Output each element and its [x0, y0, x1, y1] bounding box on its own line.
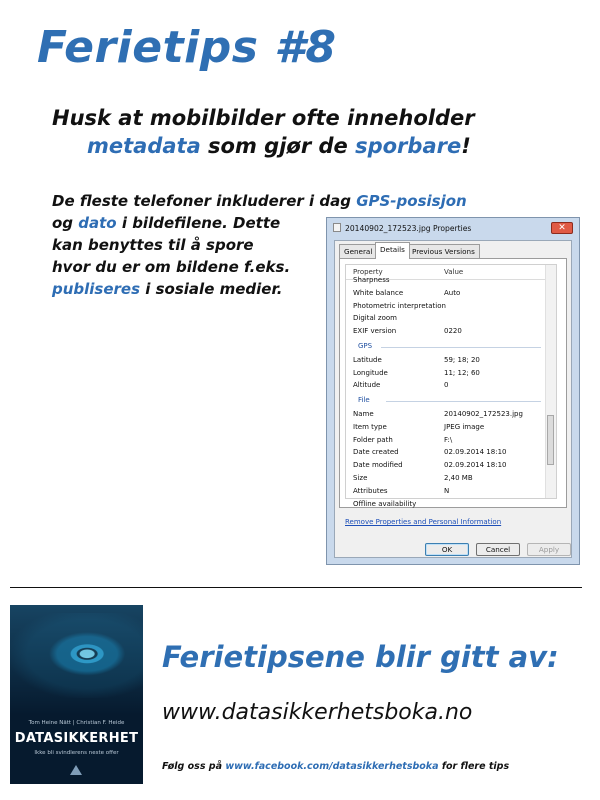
book-authors: Tom Heine Nätt | Christian F. Heide — [28, 720, 125, 726]
body-text-segment: og — [52, 214, 79, 232]
scrollbar-thumb[interactable] — [547, 415, 554, 465]
property-row[interactable] — [353, 355, 480, 364]
body-text-segment: i sosiale medier. — [140, 280, 283, 298]
remove-properties-link[interactable]: Remove Properties and Personal Information — [345, 518, 502, 526]
property-name: Digital zoom — [353, 314, 397, 323]
ok-button[interactable]: OK — [425, 543, 469, 556]
tab-details[interactable]: Details — [375, 242, 410, 259]
property-name: Longitude — [353, 368, 388, 377]
body-line-3: kan benyttes til å spore — [52, 236, 254, 254]
property-name: Offline availability — [353, 499, 417, 508]
property-row[interactable] — [353, 276, 390, 284]
property-name: Item type — [353, 422, 387, 431]
highlight-dato: dato — [78, 214, 117, 232]
property-value: 11; 12; 60 — [444, 368, 480, 377]
headline-line-1: Husk at mobilbilder ofte inneholder — [52, 106, 475, 130]
property-value: 0220 — [444, 327, 462, 336]
follow-prefix: Følg oss på — [162, 761, 226, 772]
property-row[interactable] — [353, 486, 450, 495]
close-button[interactable]: ✕ — [551, 222, 573, 234]
body-line-4: hvor du er om bildene f.eks. — [52, 258, 291, 276]
dialog-body — [334, 240, 572, 558]
property-row[interactable] — [353, 327, 462, 336]
property-value: N — [444, 486, 450, 495]
property-value: 2,40 MB — [444, 474, 473, 482]
cancel-button[interactable]: Cancel — [476, 543, 520, 556]
apply-button[interactable]: Apply — [527, 543, 571, 556]
body-text-segment: i bildefilene. Dette — [116, 214, 281, 232]
headline — [52, 104, 475, 160]
property-value: 20140902_172523.jpg — [444, 410, 523, 418]
property-value: 59; 18; 20 — [444, 355, 480, 364]
property-name: Sharpness — [353, 276, 390, 284]
properties-dialog — [326, 217, 580, 565]
property-name: Date modified — [353, 461, 403, 470]
property-row[interactable] — [353, 314, 397, 322]
property-name: Folder path — [353, 435, 393, 444]
group-gps[interactable]: GPS — [358, 342, 373, 350]
property-name: EXIF version — [353, 327, 397, 336]
scrollbar[interactable] — [545, 265, 556, 498]
column-property[interactable]: Property — [353, 268, 383, 276]
property-row[interactable] — [353, 461, 507, 470]
property-list[interactable] — [345, 264, 557, 508]
property-name: Size — [353, 474, 368, 482]
property-value: 02.09.2014 18:10 — [444, 461, 507, 470]
property-row[interactable] — [353, 302, 446, 310]
property-value: 0 — [444, 381, 449, 390]
property-row[interactable] — [353, 381, 449, 390]
property-name: White balance — [353, 288, 404, 297]
cover-shading — [10, 605, 143, 715]
property-name: Photometric interpretation — [353, 301, 446, 310]
details-panel — [339, 258, 567, 508]
follow-suffix: for flere tips — [438, 761, 510, 772]
file-icon — [333, 223, 341, 232]
property-row[interactable] — [353, 474, 473, 482]
book-title: DATASIKKERHET — [14, 731, 139, 746]
body-text-segment: De fleste telefoner inkluderer i dag — [52, 192, 357, 210]
property-row[interactable] — [353, 422, 485, 431]
property-name: Name — [353, 410, 374, 418]
property-value: 02.09.2014 18:10 — [444, 448, 507, 457]
property-row[interactable] — [353, 448, 507, 457]
website-url[interactable]: www.datasikkerhetsboka.no — [162, 700, 473, 725]
group-divider — [386, 401, 541, 402]
property-row[interactable] — [353, 500, 416, 508]
property-value: F:\ — [444, 435, 453, 444]
page-title: Ferietips #8 — [37, 22, 337, 73]
property-value: JPEG image — [444, 422, 485, 431]
follow-text — [162, 761, 509, 772]
property-value: Auto — [444, 288, 461, 297]
group-file[interactable]: File — [358, 396, 370, 405]
property-name: Attributes — [353, 486, 388, 495]
headline-exclaim: ! — [461, 134, 471, 158]
column-value[interactable]: Value — [444, 268, 464, 276]
property-name: Date created — [353, 448, 399, 457]
property-row[interactable] — [353, 288, 461, 297]
body-line-1 — [52, 190, 492, 212]
divider — [10, 587, 582, 588]
tab-previous-versions[interactable]: Previous Versions — [407, 244, 480, 258]
highlight-publiseres: publiseres — [52, 280, 141, 298]
group-divider — [381, 347, 541, 348]
facebook-link[interactable]: www.facebook.com/datasikkerhetsboka — [225, 761, 439, 772]
property-row[interactable] — [353, 410, 523, 418]
headline-line-2 — [52, 132, 475, 160]
property-row[interactable] — [353, 368, 480, 377]
headline-text: som gjør de — [200, 134, 356, 158]
highlight-sporbare: sporbare — [355, 134, 462, 158]
book-cover — [10, 605, 143, 784]
highlight-metadata: metadata — [87, 134, 201, 158]
highlight-gps: GPS-posisjon — [356, 192, 467, 210]
publisher-logo-icon — [70, 765, 82, 775]
property-name: Altitude — [353, 381, 381, 390]
property-name: Latitude — [353, 355, 382, 364]
property-row[interactable] — [353, 435, 453, 444]
dialog-title: 20140902_172523.jpg Properties — [345, 224, 472, 233]
tab-general[interactable]: General — [339, 244, 377, 258]
book-subtitle: Ikke bli svindlerens neste offer — [34, 750, 119, 756]
credit-heading: Ferietipsene blir gitt av: — [162, 640, 559, 674]
